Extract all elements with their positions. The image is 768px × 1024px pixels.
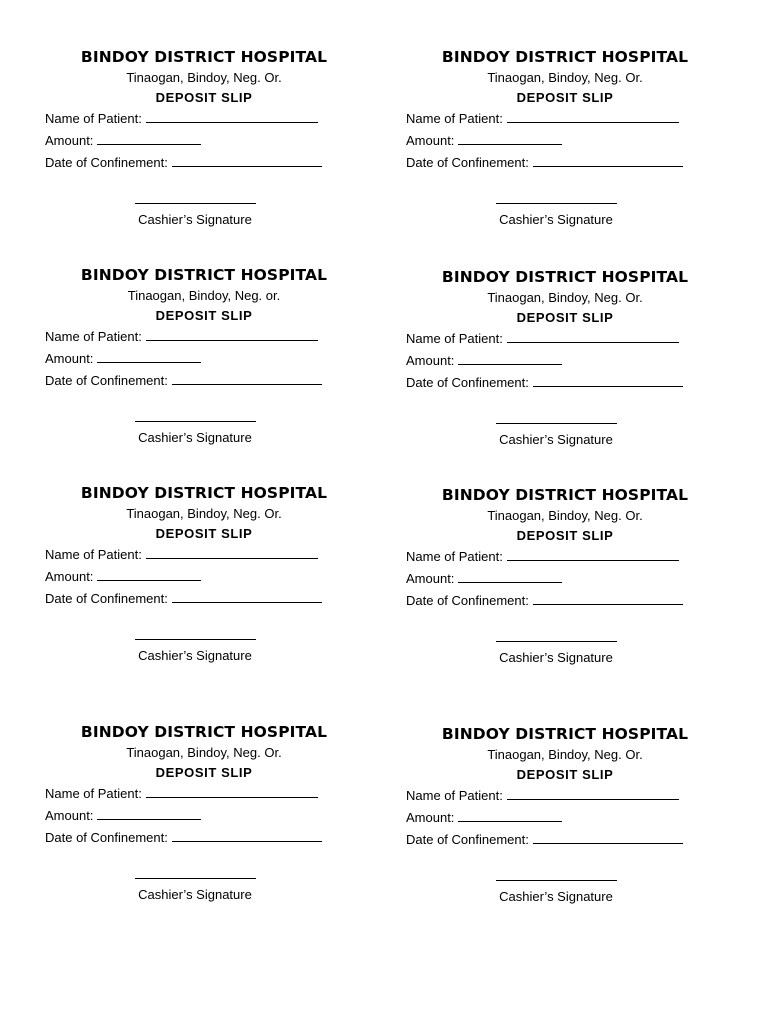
confinement-date-blank[interactable] [533,593,683,605]
cashier-signature-label: Cashier’s Signature [138,648,252,663]
patient-name-label: Name of Patient: [45,329,142,344]
patient-name-blank[interactable] [146,786,318,798]
confinement-date-label: Date of Confinement: [45,591,168,606]
amount-label: Amount: [406,571,455,586]
confinement-date-field [45,155,322,171]
signature-line[interactable] [496,203,617,204]
confinement-date-blank[interactable] [533,832,683,844]
confinement-date-field [406,375,683,391]
deposit-slip [45,265,385,465]
patient-name-label: Name of Patient: [406,111,503,126]
amount-blank[interactable] [97,133,201,145]
patient-name-label: Name of Patient: [406,331,503,346]
cashier-signature-label: Cashier’s Signature [138,887,252,902]
slip-title: DEPOSIT SLIP [516,528,614,543]
amount-blank[interactable] [458,571,562,583]
patient-name-field [45,547,318,563]
patient-name-field [406,788,679,804]
confinement-date-blank[interactable] [533,155,683,167]
hospital-address: Tinaogan, Bindoy, Neg. Or. [487,290,643,305]
hospital-address: Tinaogan, Bindoy, Neg. Or. [487,747,643,762]
confinement-date-field [45,373,322,389]
deposit-slip [45,483,385,683]
signature-line[interactable] [496,423,617,424]
signature-line[interactable] [135,421,256,422]
patient-name-blank[interactable] [146,329,318,341]
amount-field [406,353,562,369]
confinement-date-field [45,830,322,846]
hospital-address: Tinaogan, Bindoy, Neg. Or. [487,70,643,85]
patient-name-blank[interactable] [507,111,679,123]
hospital-address: Tinaogan, Bindoy, Neg. Or. [126,745,282,760]
cashier-signature-label: Cashier’s Signature [499,889,613,904]
deposit-slip [45,47,385,247]
patient-name-field [45,329,318,345]
deposit-slip [406,485,746,685]
confinement-date-label: Date of Confinement: [406,593,529,608]
amount-label: Amount: [45,808,94,823]
amount-field [45,133,201,149]
patient-name-field [45,786,318,802]
confinement-date-label: Date of Confinement: [406,832,529,847]
amount-label: Amount: [406,810,455,825]
amount-blank[interactable] [458,133,562,145]
amount-field [406,810,562,826]
confinement-date-label: Date of Confinement: [45,373,168,388]
slip-title: DEPOSIT SLIP [155,90,253,105]
slip-title: DEPOSIT SLIP [516,90,614,105]
amount-label: Amount: [406,133,455,148]
patient-name-label: Name of Patient: [45,547,142,562]
slip-title: DEPOSIT SLIP [516,310,614,325]
hospital-name: BINDOY DISTRICT HOSPITAL [80,484,328,502]
patient-name-blank[interactable] [507,788,679,800]
amount-blank[interactable] [97,569,201,581]
amount-blank[interactable] [458,810,562,822]
cashier-signature-label: Cashier’s Signature [499,650,613,665]
cashier-signature-label: Cashier’s Signature [138,212,252,227]
slip-title: DEPOSIT SLIP [516,767,614,782]
patient-name-label: Name of Patient: [406,788,503,803]
slip-title: DEPOSIT SLIP [155,765,253,780]
confinement-date-blank[interactable] [172,373,322,385]
amount-field [45,808,201,824]
confinement-date-label: Date of Confinement: [406,155,529,170]
confinement-date-blank[interactable] [172,830,322,842]
amount-label: Amount: [45,351,94,366]
amount-field [45,351,201,367]
hospital-address: Tinaogan, Bindoy, Neg. Or. [487,508,643,523]
deposit-slip [406,47,746,247]
signature-line[interactable] [135,203,256,204]
cashier-signature-label: Cashier’s Signature [499,212,613,227]
patient-name-blank[interactable] [146,547,318,559]
hospital-name: BINDOY DISTRICT HOSPITAL [441,725,689,743]
cashier-signature-label: Cashier’s Signature [138,430,252,445]
confinement-date-blank[interactable] [172,155,322,167]
patient-name-blank[interactable] [146,111,318,123]
slip-title: DEPOSIT SLIP [155,526,253,541]
confinement-date-blank[interactable] [172,591,322,603]
confinement-date-field [406,832,683,848]
amount-label: Amount: [406,353,455,368]
signature-line[interactable] [496,641,617,642]
amount-blank[interactable] [97,351,201,363]
hospital-address: Tinaogan, Bindoy, Neg. Or. [126,70,282,85]
hospital-name: BINDOY DISTRICT HOSPITAL [441,48,689,66]
deposit-slip [406,267,746,467]
patient-name-label: Name of Patient: [45,111,142,126]
patient-name-blank[interactable] [507,549,679,561]
confinement-date-field [45,591,322,607]
signature-line[interactable] [496,880,617,881]
amount-label: Amount: [45,569,94,584]
patient-name-blank[interactable] [507,331,679,343]
amount-field [406,571,562,587]
patient-name-field [406,549,679,565]
amount-blank[interactable] [458,353,562,365]
hospital-name: BINDOY DISTRICT HOSPITAL [80,723,328,741]
hospital-name: BINDOY DISTRICT HOSPITAL [441,486,689,504]
slip-title: DEPOSIT SLIP [155,308,253,323]
hospital-name: BINDOY DISTRICT HOSPITAL [80,48,328,66]
hospital-name: BINDOY DISTRICT HOSPITAL [441,268,689,286]
patient-name-field [406,111,679,127]
amount-field [406,133,562,149]
amount-label: Amount: [45,133,94,148]
confinement-date-label: Date of Confinement: [45,155,168,170]
confinement-date-label: Date of Confinement: [406,375,529,390]
confinement-date-field [406,593,683,609]
confinement-date-label: Date of Confinement: [45,830,168,845]
hospital-address: Tinaogan, Bindoy, Neg. Or. [126,506,282,521]
hospital-name: BINDOY DISTRICT HOSPITAL [80,266,328,284]
deposit-slip [406,724,746,924]
amount-blank[interactable] [97,808,201,820]
cashier-signature-label: Cashier’s Signature [499,432,613,447]
confinement-date-blank[interactable] [533,375,683,387]
hospital-address: Tinaogan, Bindoy, Neg. or. [127,288,281,303]
confinement-date-field [406,155,683,171]
patient-name-label: Name of Patient: [45,786,142,801]
patient-name-field [406,331,679,347]
patient-name-label: Name of Patient: [406,549,503,564]
patient-name-field [45,111,318,127]
deposit-slip [45,722,385,922]
signature-line[interactable] [135,878,256,879]
signature-line[interactable] [135,639,256,640]
amount-field [45,569,201,585]
